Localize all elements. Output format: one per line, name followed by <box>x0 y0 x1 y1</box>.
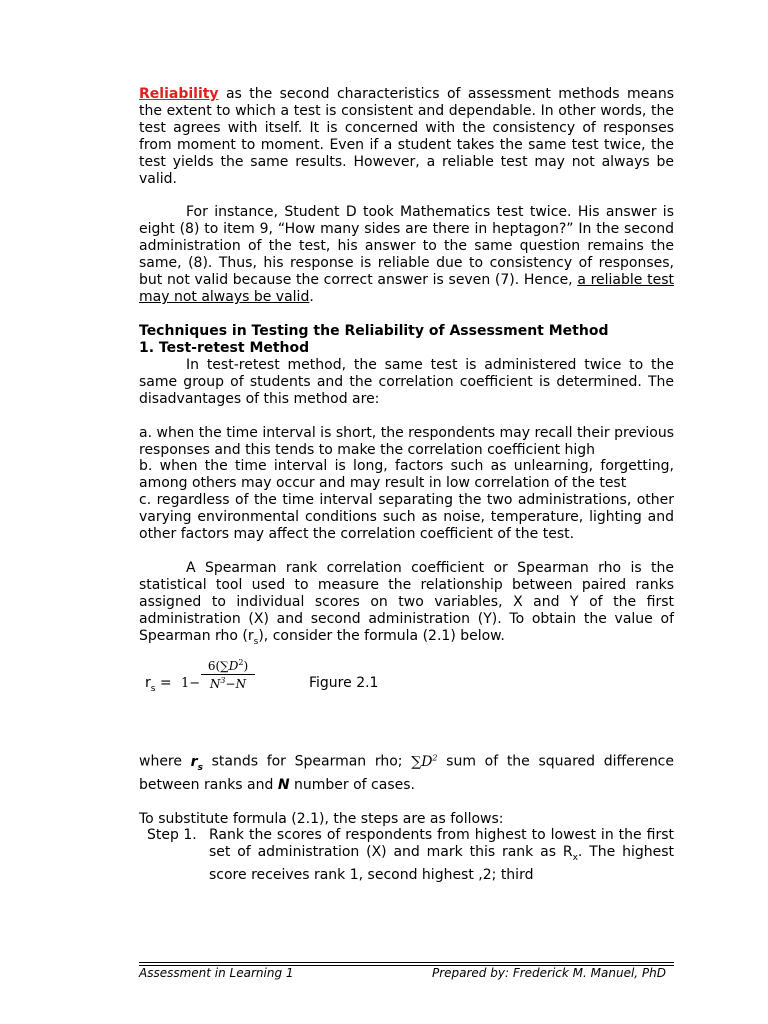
step-1-label: Step 1. <box>147 827 197 844</box>
footer-course: Assessment in Learning 1 <box>139 966 294 980</box>
spearman-text-end: ), consider the formula (2.1) below. <box>258 627 505 644</box>
formula-fraction <box>201 658 255 691</box>
footer-author: Prepared by: Frederick M. Manuel, PhD <box>431 966 666 980</box>
example-paragraph <box>139 204 674 305</box>
formula-denominator: $N^3-N$ <box>209 676 247 692</box>
section-heading: Techniques in Testing the Reliability of Assessment Method <box>139 322 609 339</box>
sum-d-squared: $\sum D^2$ <box>411 753 438 770</box>
spearman-text: A Spearman rank correlation coefficient or Spearman rho is the statistical tool used to measure the relationship between paired ranks assigned to individual scores on two variables, X and Y of the first administration (X) and second administration (Y). To obtain the value of Spearman rho (r <box>139 559 674 644</box>
test-retest-description: In test-retest method, the same test is administered twice to the same group of students and the correlation coefficient is determined. The disadvantages of this method are: <box>139 356 674 407</box>
formula-one-minus: 1− <box>181 676 201 692</box>
where-paragraph: where $r_s$ stands for Spearman rho; $\sum D^2$ sum of the squared difference between ranks and N number of cases. <box>139 753 674 793</box>
spearman-paragraph <box>139 560 674 650</box>
steps-intro: To substitute formula (2.1), the steps are as follows: <box>139 810 504 827</box>
formula-numerator: $6(\sum D^2)$ <box>201 658 255 675</box>
reliability-keyword: Reliability <box>139 86 219 102</box>
reliability-text: as the second characteristics of assessment methods means the extent to which a test is consistent and dependable. In other words, the test agrees with itself. It is concerned with the consistency of responses from moment to moment. Even if a student takes the same test twice, the test yields the same results. However, a reliable test may not always be valid. <box>139 86 674 187</box>
example-underlined: a reliable test may not always be valid <box>139 272 674 305</box>
list-item: a. when the time interval is short, the respondents may recall their previous responses and this tends to make the correlation coefficient high <box>139 424 674 458</box>
example-text: For instance, Student D took Mathematics test twice. His answer is eight (8) to item 9, “How many sides are there in heptagon?” In the second administration of the test, his answer to the same question remains the same, (8). Thus, his response is reliable due to consistency of responses, but not valid because the correct answer is seven (7). Hence, <box>139 204 674 289</box>
step-1 <box>147 827 674 884</box>
page-footer <box>139 962 674 981</box>
list-item: c. regardless of the time interval separating the two administrations, other varying environmental conditions such as noise, temperature, lighting and other factors may affect the correlation coefficient of the test. <box>139 492 674 543</box>
reliability-paragraph <box>139 86 674 187</box>
example-end: . <box>309 288 314 305</box>
formula-lhs: $r_s$ = <box>145 675 172 695</box>
step-1-text: Rank the scores of respondents from highest to lowest in the first set of administration (X) and mark this rank as $R_x$. The highest score receives rank 1, second highest ,2; third <box>209 827 675 884</box>
list-item: b. when the time interval is long, factors such as unlearning, forgetting, among others may occur and may result in low correlation of the test <box>139 458 674 492</box>
spearman-formula <box>139 658 674 722</box>
document-body <box>139 86 674 884</box>
spearman-sub: s <box>253 636 259 647</box>
figure-label: Figure 2.1 <box>309 675 379 692</box>
section-subheading: 1. Test-retest Method <box>139 339 310 356</box>
